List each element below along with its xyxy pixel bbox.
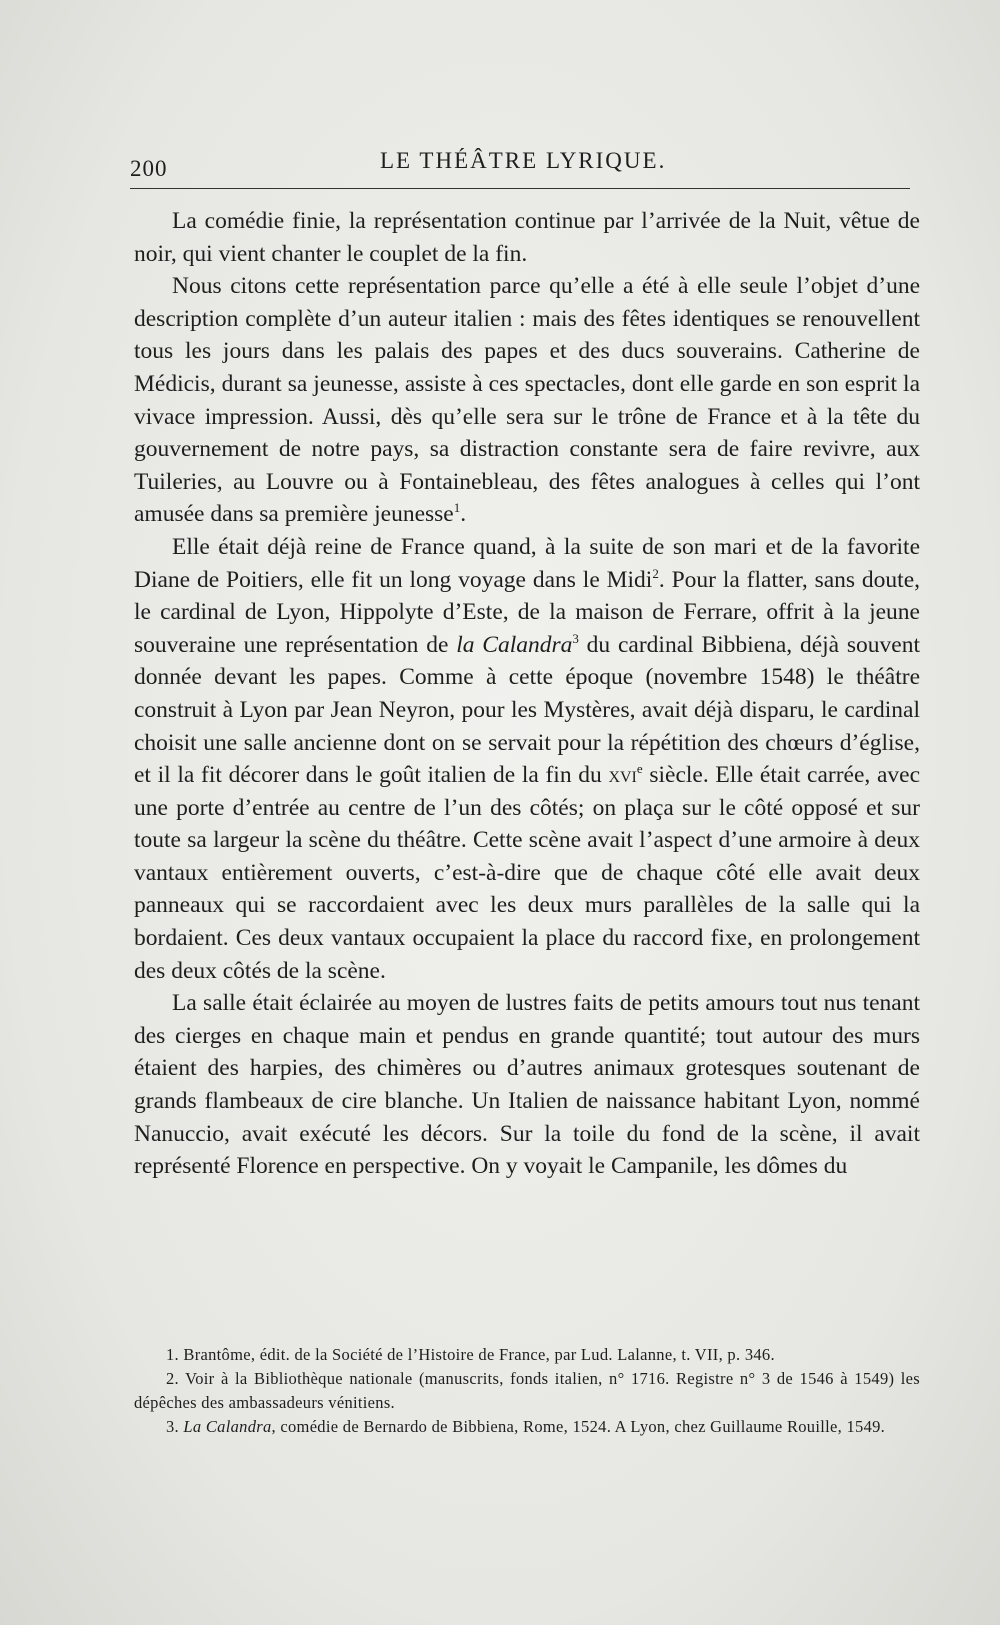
footnote-ref-2: 2 (652, 565, 659, 581)
footnote-ref-3: 3 (572, 630, 579, 646)
page-number: 200 (130, 156, 168, 181)
footnotes (134, 1343, 920, 1439)
paragraph-3 (134, 531, 920, 987)
paragraph-4: La salle était éclairée au moyen de lustres faits de petits amours tout nus tenant des cierges en chaque main et pendus en grande quantité; tout autour des murs étaient des harpies, des chimères ou d’autres animaux grotesques soutenant de grands flambeaux de cire blanche. Un Italien de naissance habitant Lyon, nommé Nanuccio, avait exécuté les décors. Sur la toile du fond de la scène, il avait représenté Florence en perspective. On y voyait le Campanile, les dômes du (134, 990, 920, 1180)
footnote-2: 2. Voir à la Bibliothèque nationale (manuscrits, fonds italien, n° 1716. Registre n° 3 de 1546 à 1549) les dépêches des ambassadeurs vénitiens. (134, 1369, 920, 1412)
paragraph-2-text: Nous citons cette représentation parce qu’elle a été à elle seule l’objet d’une description complète d’un auteur italien : mais des fêtes identiques se renouvellent tous les jours dans les palais des papes et des ducs souverains. Catherine de Médicis, durant sa jeunesse, assiste à ces spectacles, dont elle garde en son esprit la vivace impression. Aussi, dès qu’elle sera sur le trône de France et à la tête du gouvernement de notre pays, sa distraction constante sera de faire revivre, aux Tuileries, au Louvre ou à Fontainebleau, des fêtes analogues à celles qui l’ont amusée dans sa première jeunesse (134, 273, 920, 528)
footnote-3-label: 3. (166, 1417, 184, 1436)
footnote-1: 1. Brantôme, édit. de la Société de l’Histoire de France, par Lud. Lalanne, t. VII, p. 346. (166, 1345, 775, 1364)
page-header (130, 144, 910, 184)
paragraph-3-text-c: du cardinal Bibbiena, déjà souvent donnée devant les papes. Comme à cette époque (novembre 1548) le théâtre construit à Lyon par Jean Neyron, pour les Mystères, avait déjà disparu, le cardinal choisit une salle ancienne dont on se servait pour la répétition des chœurs d’église, et il la fit décorer dans le goût italien de la fin du (134, 631, 921, 789)
body-text (134, 205, 920, 1183)
paragraph-2 (134, 270, 920, 531)
paragraph-3-text-b: . Pour la flatter, sans doute, le cardinal de Lyon, Hippolyte d’Este, de la maison de Ferrare, offrit à la jeune souveraine une représentation de (134, 566, 921, 658)
footnote-3 (134, 1415, 920, 1439)
footnote-ref-1: 1 (453, 500, 461, 516)
paragraph-1: La comédie finie, la représentation continue par l’arrivée de la Nuit, vêtue de noir, qui vient chanter le couplet de la fin. (134, 208, 920, 267)
paragraph-3-text-d: siècle. Elle était carrée, avec une porte d’entrée au centre de l’un des côtés; on plaça sur le côté opposé et sur toute sa largeur la scène du théâtre. Cette scène avait l’aspect d’une armoire à deux vantaux entièrement ouverts, c’est-à-dire que de chaque côté elle avait deux panneaux qui se raccordaient avec les deux murs parallèles de la salle qui la bordaient. Ces deux vantaux occupaient la place du raccord fixe, en prolongement des deux côtés de la scène. (134, 762, 921, 984)
footnote-3-text: , comédie de Bernardo de Bibbiena, Rome, 1524. A Lyon, chez Guillaume Rouille, 1549. (271, 1417, 886, 1436)
century-suffix: e (636, 761, 643, 777)
paragraph-2-end: . (460, 501, 467, 528)
century-numeral: xvi (608, 762, 637, 789)
footnote-3-title: La Calandra (183, 1417, 272, 1436)
paragraph-3-text-a: Elle était déjà reine de France quand, à la suite de son mari et de la favorite Diane de Poitiers, elle fit un long voyage dans le Midi (134, 533, 920, 593)
header-rule (130, 188, 910, 189)
title-la-calandra: la Calandra (456, 631, 573, 658)
running-title: LE THÉÂTRE LYRIQUE. (380, 148, 667, 173)
